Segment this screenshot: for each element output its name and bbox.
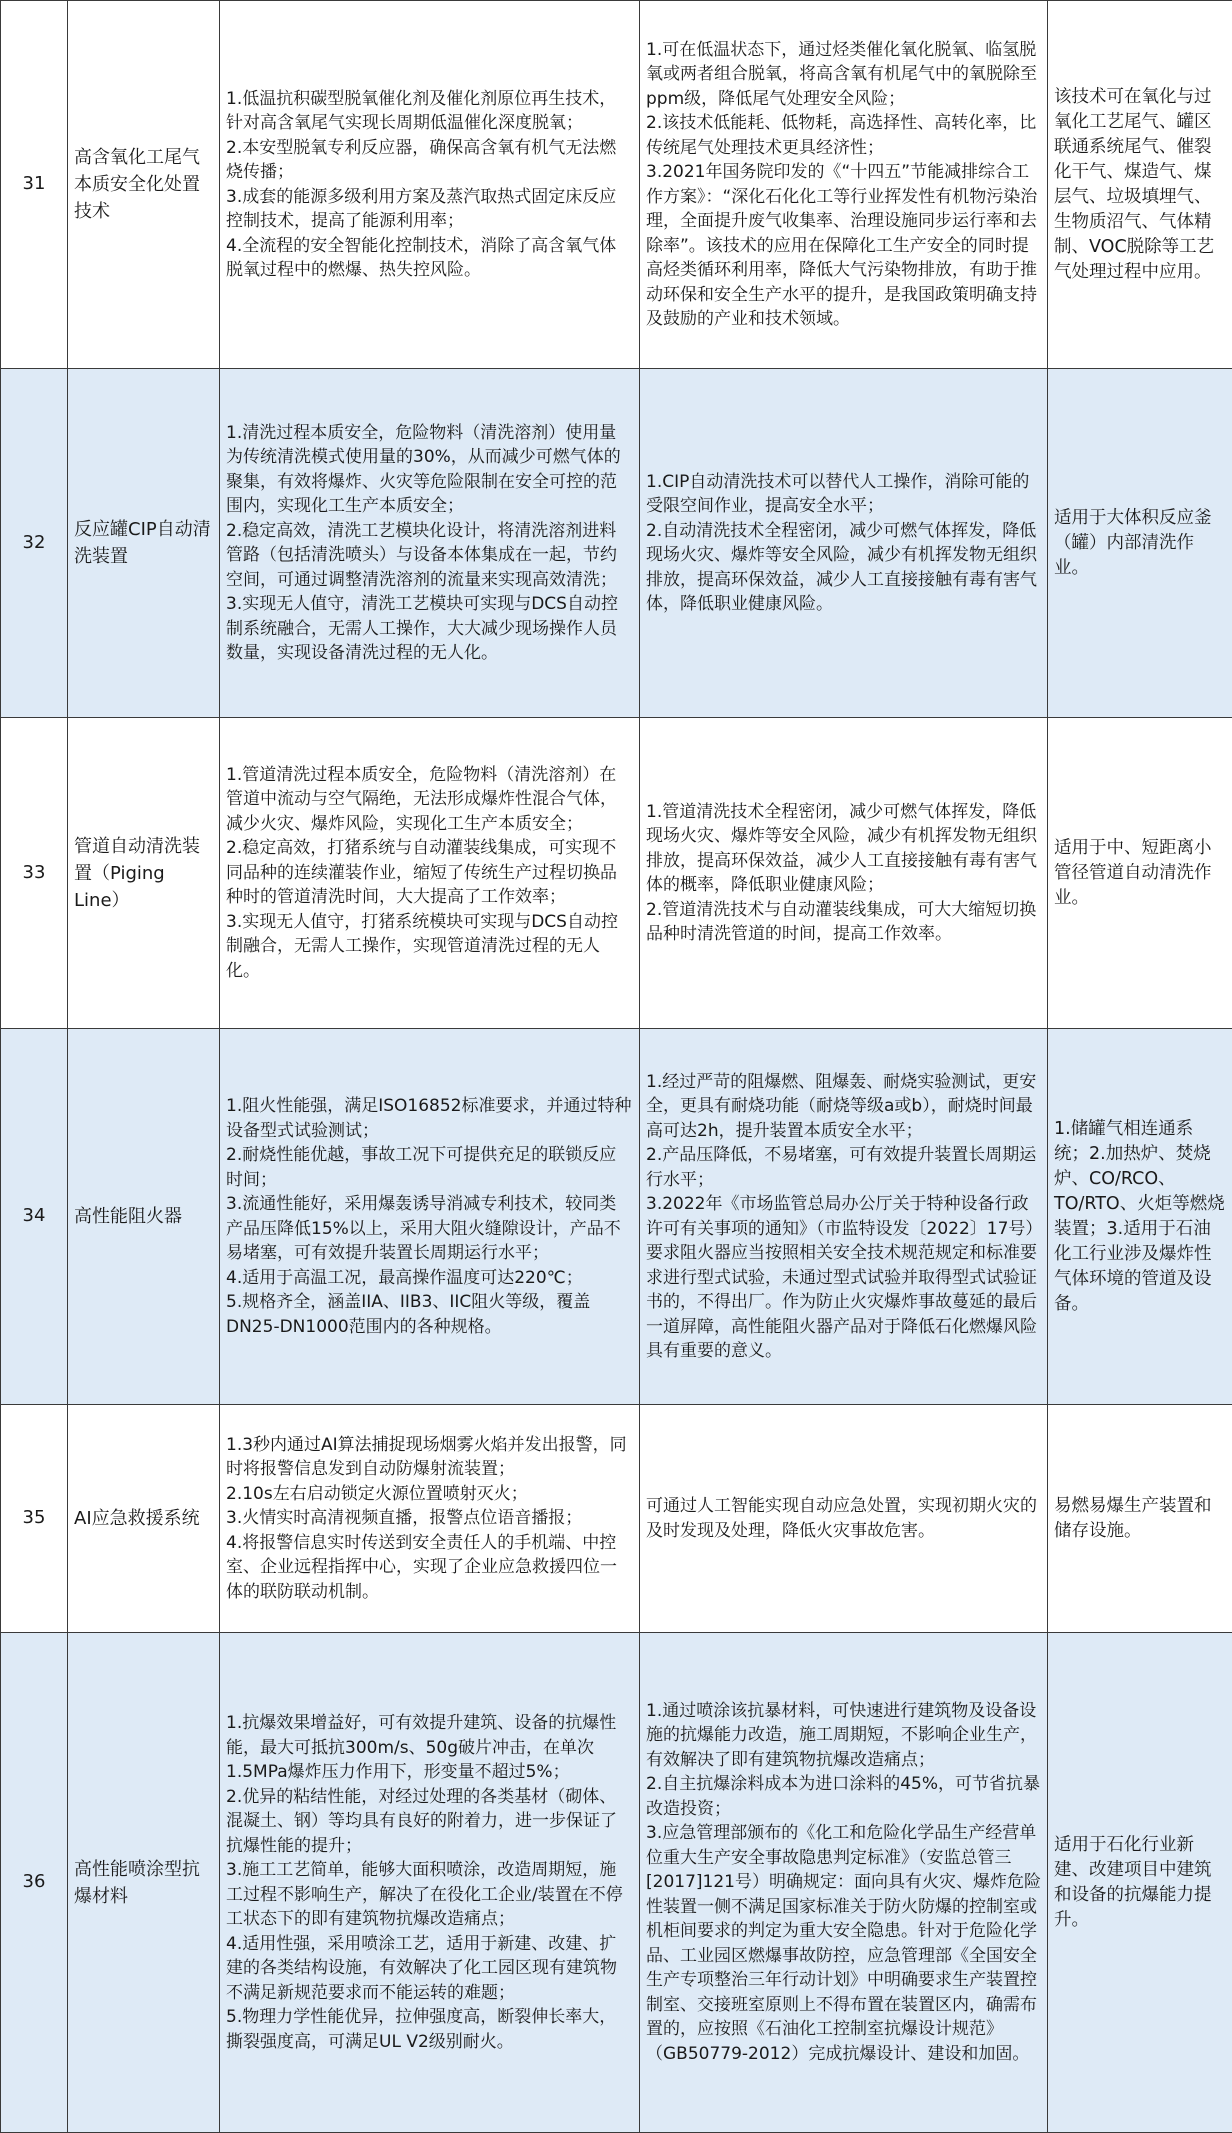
technology-effects [640,369,1048,718]
feature-line: 3.火情实时高清视频直播，报警点位语音播报； [226,1506,633,1531]
effect-line: 3.2022年《市场监管总局办公厅关于特种设备行政许可有关事项的通知》（市监特设发〔2022〕17号）要求阻火器应当按照相关安全技术规范规定和标准要求进行型式试验，未通过型式试验并取得型式试验证书的，不得出厂。作为防止火灾爆炸事故蔓延的最后一道屏障，高性能阻火器产品对于降低石化燃爆风险具有重要的意义。 [646,1192,1041,1364]
row-number: 36 [1,1633,68,2133]
feature-line: 2.10s左右启动锁定火源位置喷射灭火； [226,1482,633,1507]
feature-line: 1.抗爆效果增益好，可有效提升建筑、设备的抗爆性能，最大可抵抗300m/s、50g破片冲击，在单次1.5MPa爆炸压力作用下，形变量不超过5%； [226,1711,633,1785]
feature-line: 2.本安型脱氧专利反应器，确保高含氧有机气无法燃烧传播； [226,136,633,185]
effect-line: 1.CIP自动清洗技术可以替代人工操作，消除可能的受限空间作业，提高安全水平； [646,470,1041,519]
effect-line: 2.自动清洗技术全程密闭，减少可燃气体挥发，降低现场火灾、爆炸等安全风险，减少有机挥发物无组织排放，提高环保效益，减少人工直接接触有毒有害气体，降低职业健康风险。 [646,519,1041,617]
row-number: 31 [1,1,68,369]
effect-line: 1.管道清洗技术全程密闭，减少可燃气体挥发，降低现场火灾、爆炸等安全风险，减少有机挥发物无组织排放，提高环保效益，减少人工直接接触有毒有害气体的概率，降低职业健康风险； [646,800,1041,898]
feature-line: 2.优异的粘结性能，对经过处理的各类基材（砌体、混凝土、钢）等均具有良好的附着力，进一步保证了抗爆性能的提升； [226,1785,633,1859]
effect-line: 1.可在低温状态下，通过烃类催化氧化脱氧、临氢脱氧或两者组合脱氧，将高含氧有机尾气中的氧脱除至ppm级，降低尾气处理安全风险； [646,38,1041,112]
effect-line: 1.通过喷涂该抗暴材料，可快速进行建筑物及设备设施的抗爆能力改造，施工周期短，不影响企业生产，有效解决了即有建筑物抗爆改造痛点； [646,1699,1041,1773]
application-scope: 适用于中、短距离小管径管道自动清洗作业。 [1048,718,1232,1029]
effect-line: 可通过人工智能实现自动应急处置，实现初期火灾的及时发现及处理，降低火灾事故危害。 [646,1494,1041,1543]
table-row-31 [1,1,1232,369]
technology-name: 高性能喷涂型抗爆材料 [68,1633,220,2133]
feature-line: 3.施工工艺简单，能够大面积喷涂，改造周期短，施工过程不影响生产，解决了在役化工企业/装置在不停工状态下的即有建筑物抗爆改造痛点； [226,1858,633,1932]
feature-line: 4.将报警信息实时传送到安全责任人的手机端、中控室、企业远程指挥中心，实现了企业应急救援四位一体的联防联动机制。 [226,1531,633,1605]
feature-line: 4.全流程的安全智能化控制技术，消除了高含氧气体脱氧过程中的燃爆、热失控风险。 [226,234,633,283]
application-scope: 适用于石化行业新建、改建项目中建筑和设备的抗爆能力提升。 [1048,1633,1232,2133]
feature-line: 3.流通性能好，采用爆轰诱导消减专利技术，较同类产品压降低15%以上，采用大阻火缝隙设计，产品不易堵塞，可有效提升装置长周期运行水平； [226,1192,633,1266]
table-row-34 [1,1029,1232,1405]
feature-line: 4.适用于高温工况，最高操作温度可达220℃； [226,1266,633,1291]
technology-effects [640,1405,1048,1633]
feature-line: 1.阻火性能强，满足ISO16852标准要求，并通过特种设备型式试验测试； [226,1094,633,1143]
technology-effects [640,1029,1048,1405]
feature-line: 3.成套的能源多级利用方案及蒸汽取热式固定床反应控制技术，提高了能源利用率； [226,185,633,234]
application-scope: 易燃易爆生产装置和储存设施。 [1048,1405,1232,1633]
technology-name: 高性能阻火器 [68,1029,220,1405]
feature-line: 3.实现无人值守，清洗工艺模块可实现与DCS自动控制系统融合，无需人工操作，大大减少现场操作人员数量，实现设备清洗过程的无人化。 [226,592,633,666]
technology-name: AI应急救援系统 [68,1405,220,1633]
row-number: 32 [1,369,68,718]
technology-features [220,1633,640,2133]
effect-line: 2.自主抗爆涂料成本为进口涂料的45%，可节省抗暴改造投资； [646,1772,1041,1821]
feature-line: 2.耐烧性能优越，事故工况下可提供充足的联锁反应时间； [226,1143,633,1192]
technology-effects [640,1633,1048,2133]
table-row-32 [1,369,1232,718]
technology-features [220,718,640,1029]
effect-line: 2.管道清洗技术与自动灌装线集成，可大大缩短切换品种时清洗管道的时间，提高工作效率。 [646,898,1041,947]
feature-line: 2.稳定高效，清洗工艺模块化设计，将清洗溶剂进料管路（包括清洗喷头）与设备本体集成在一起，节约空间，可通过调整清洗溶剂的流量来实现高效清洗； [226,519,633,593]
row-number: 34 [1,1029,68,1405]
technology-effects [640,718,1048,1029]
feature-line: 5.规格齐全，涵盖IIA、IIB3、IIC阻火等级，覆盖DN25-DN1000范围内的各种规格。 [226,1290,633,1339]
feature-line: 3.实现无人值守，打猪系统模块可实现与DCS自动控制融合，无需人工操作，实现管道清洗过程的无人化。 [226,910,633,984]
technology-effects [640,1,1048,369]
application-scope: 该技术可在氧化与过氧化工艺尾气、罐区联通系统尾气、催裂化干气、煤造气、煤层气、垃圾填埋气、生物质沼气、气体精制、VOC脱除等工艺气处理过程中应用。 [1048,1,1232,369]
technology-name: 管道自动清洗装置（Piging Line） [68,718,220,1029]
effect-line: 2.产品压降低，不易堵塞，可有效提升装置长周期运行水平； [646,1143,1041,1192]
technology-features [220,1029,640,1405]
table-row-35 [1,1405,1232,1633]
feature-line: 1.低温抗积碳型脱氧催化剂及催化剂原位再生技术，针对高含氧尾气实现长周期低温催化深度脱氧； [226,87,633,136]
feature-line: 1.管道清洗过程本质安全，危险物料（清洗溶剂）在管道中流动与空气隔绝，无法形成爆炸性混合气体，减少火灾、爆炸风险，实现化工生产本质安全； [226,763,633,837]
technology-features [220,369,640,718]
application-scope: 1.储罐气相连通系统；2.加热炉、焚烧炉、CO/RCO、TO/RTO、火炬等燃烧装置；3.适用于石油化工行业涉及爆炸性气体环境的管道及设备。 [1048,1029,1232,1405]
technology-name: 高含氧化工尾气本质安全化处置技术 [68,1,220,369]
table-row-33 [1,718,1232,1029]
technology-name: 反应罐CIP自动清洗装置 [68,369,220,718]
effect-line: 2.该技术低能耗、低物耗，高选择性、高转化率，比传统尾气处理技术更具经济性； [646,111,1041,160]
feature-line: 2.稳定高效，打猪系统与自动灌装线集成，可实现不同品种的连续灌装作业，缩短了传统生产过程切换品种时的管道清洗时间，大大提高了工作效率； [226,836,633,910]
effect-line: 1.经过严苛的阻爆燃、阻爆轰、耐烧实验测试，更安全，更具有耐烧功能（耐烧等级a或b），耐烧时间最高可达2h，提升装置本质安全水平； [646,1070,1041,1144]
technology-features [220,1405,640,1633]
feature-line: 5.物理力学性能优异，拉伸强度高，断裂伸长率大，撕裂强度高，可满足UL V2级别耐火。 [226,2005,633,2054]
application-scope: 适用于大体积反应釜（罐）内部清洗作业。 [1048,369,1232,718]
feature-line: 1.清洗过程本质安全，危险物料（清洗溶剂）使用量为传统清洗模式使用量的30%，从而减少可燃气体的聚集，有效将爆炸、火灾等危险限制在安全可控的范围内，实现化工生产本质安全； [226,421,633,519]
row-number: 35 [1,1405,68,1633]
effect-line: 3.应急管理部颁布的《化工和危险化学品生产经营单位重大生产安全事故隐患判定标准》（安监总管三[2017]121号）明确规定：面向具有火灾、爆炸危险性装置一侧不满足国家标准关于防火防爆的控制室或机柜间要求的判定为重大安全隐患。针对于危险化学品、工业园区燃爆事故防控，应急管理部《全国安全生产专项整治三年行动计划》中明确要求生产装置控制室、交接班室原则上不得布置在装置区内，确需布置的，应按照《石油化工控制室抗爆设计规范》（GB50779-2012）完成抗爆设计、建设和加固。 [646,1821,1041,2066]
technology-features [220,1,640,369]
feature-line: 4.适用性强，采用喷涂工艺，适用于新建、改建、扩建的各类结构设施，有效解决了化工园区现有建筑物不满足新规范要求而不能运转的难题； [226,1932,633,2006]
row-number: 33 [1,718,68,1029]
table-row-36 [1,1633,1232,2133]
feature-line: 1.3秒内通过AI算法捕捉现场烟雾火焰并发出报警，同时将报警信息发到自动防爆射流装置； [226,1433,633,1482]
effect-line: 3.2021年国务院印发的《“十四五”节能减排综合工作方案》：“深化石化化工等行业挥发性有机物污染治理，全面提升废气收集率、治理设施同步运行率和去除率”。该技术的应用在保障化工生产安全的同时提高烃类循环利用率，降低大气污染物排放，有助于推动环保和安全生产水平的提升，是我国政策明确支持及鼓励的产业和技术领域。 [646,160,1041,332]
